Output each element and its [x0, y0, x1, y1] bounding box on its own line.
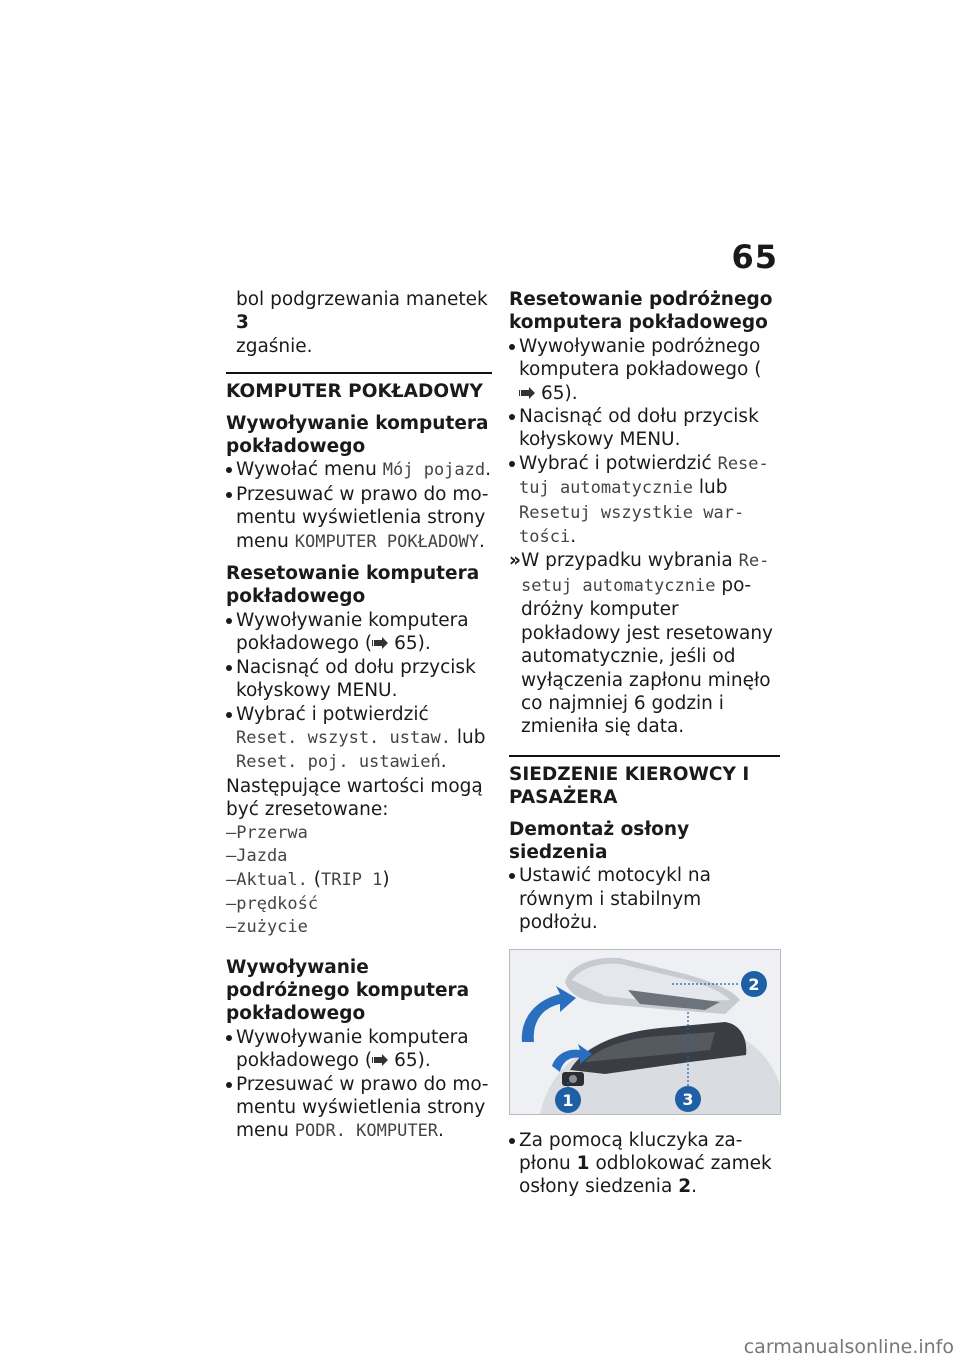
- list-item: Przesuwać w prawo do momentu wyświetlenia strony menu KOMPUTER POKŁADOWY.: [226, 483, 492, 554]
- result-text: W przypadku wybrania: [521, 550, 733, 572]
- page-reference-arrow-icon: [372, 636, 394, 650]
- reset-value-zuzycie: –zużycie: [226, 917, 308, 938]
- page-reference: 65).: [541, 382, 578, 404]
- menu-option: Resetuj automatycznie: [521, 551, 770, 596]
- reset-value-predkosc: –prędkość: [226, 893, 319, 914]
- page-reference: 65).: [394, 633, 431, 655]
- menu-option: Reset. wszyst. ustaw.: [236, 727, 451, 748]
- part-number: 2: [678, 1176, 692, 1198]
- list-item: [226, 1026, 492, 1073]
- list-item: [509, 405, 780, 452]
- subheading-demontaz: Demontaż osłony siedzenia: [509, 818, 690, 863]
- callout-1: 1: [562, 1090, 574, 1110]
- seat-cover-figure: [509, 949, 781, 1115]
- intro-paragraph: [226, 288, 492, 358]
- page-number: 65: [731, 238, 778, 276]
- value-text: –Aktual.: [226, 870, 308, 891]
- list-item: Przesuwać w prawo do momentu wyświetlenia strony menu PODR. KOMPUTER.: [226, 1073, 492, 1144]
- intro-line2: zgaśnie.: [236, 335, 313, 357]
- left-column: [226, 288, 492, 1144]
- list-item-text: Za pomocą kluczyka zapłonu: [519, 1129, 743, 1174]
- intro-bold-number: 3: [236, 312, 249, 334]
- section-title-siedzenie: SIEDZENIE KIEROWCY I PASAŻERA: [509, 755, 780, 810]
- list-item-text: Wywoływanie podróżnego komputera pokładowego: [519, 335, 761, 381]
- page-reference-arrow-icon: [372, 1053, 394, 1067]
- page-reference: 65).: [394, 1050, 431, 1072]
- list-item-text: Nacisnąć od dołu przycisk kołyskowy MENU.: [519, 406, 759, 451]
- list-item: Za pomocą kluczyka zapłonu 1 odblokować zamek osłony siedzenia 2.: [509, 1129, 780, 1199]
- result-item: [509, 549, 780, 738]
- list-item-text: Przesuwać w prawo do momentu wyświetlenia strony menu: [236, 1073, 489, 1142]
- list-item: [226, 656, 492, 703]
- conjunction: lub: [456, 726, 486, 748]
- list-item-text: Ustawić motocykl na równym i stabilnym podłożu.: [519, 865, 711, 934]
- values-intro: Następujące wartości mogą być zresetowane:: [226, 775, 483, 821]
- list-item-text: Wybrać i potwierdzić: [519, 452, 712, 474]
- page-reference-arrow-icon: [519, 386, 541, 400]
- list-item: Wywoływanie podróżnego komputera pokładowego (65).: [509, 335, 780, 405]
- watermark: carmanualsonline.info: [743, 1336, 954, 1358]
- menu-option: Resetuj wszystkie wartości: [519, 502, 745, 548]
- list-item-text: Nacisnąć od dołu przycisk kołyskowy MENU.: [236, 656, 476, 702]
- seat-cover-illustration: [510, 950, 780, 1114]
- section-title-komputer: KOMPUTER POKŁADOWY: [226, 372, 492, 403]
- list-item: Wybrać i potwierdzić Reset. wszyst. ustaw. lub Reset. poj. ustawień.: [226, 703, 492, 775]
- right-column: [509, 288, 780, 1199]
- menu-name: PODR. KOMPUTER: [294, 1121, 439, 1142]
- menu-option: Reset. poj. ustawień: [236, 752, 441, 773]
- reset-value-przerwa: –Przerwa: [226, 822, 308, 843]
- list-item: [226, 609, 492, 656]
- subheading-resetowanie: Resetowanie komputera pokładowego: [226, 563, 480, 608]
- reset-value-aktual: –Aktual. (TRIP 1): [226, 869, 390, 891]
- list-item-text: Wywołać menu: [236, 459, 377, 481]
- menu-option: Resetuj automatycznie: [519, 453, 769, 499]
- menu-name: Mój pojazd: [382, 460, 486, 481]
- list-item: Wybrać i potwierdzić Resetuj automatycznie lub Resetuj wszystkie wartości.: [509, 452, 780, 550]
- callout-3: 3: [682, 1089, 694, 1109]
- conjunction: lub: [698, 477, 728, 499]
- menu-name: KOMPUTER POKŁADOWY: [294, 531, 479, 552]
- result-text: podróżny komputer pokładowy jest resetowany automatycznie, jeśli od wyłączenia zapłonu minęło co najmniej 6 godzin i zmieniła się data.: [521, 574, 773, 738]
- subheading-podrozny: Wywoływanie podróżnego komputera pokładowego: [226, 956, 470, 1025]
- list-item-text: Przesuwać w prawo do momentu wyświetlenia strony menu: [236, 483, 489, 552]
- list-item: [509, 864, 780, 934]
- trip-label: TRIP 1: [321, 870, 383, 891]
- list-item-text: Wywoływanie komputera pokładowego (: [236, 609, 469, 655]
- subheading-reset-podrozny: Resetowanie podróżnego komputera pokładowego: [509, 289, 773, 334]
- list-item: Wywołać menu Mój pojazd.: [226, 458, 492, 482]
- list-item-text: odblokować zamek osłony siedzenia: [519, 1152, 772, 1198]
- reset-value-jazda: –Jazda: [226, 845, 288, 866]
- list-item-text: Wybrać i potwierdzić: [236, 703, 429, 725]
- intro-line1: bol podgrzewania manetek: [236, 289, 488, 310]
- callout-2: 2: [748, 974, 760, 994]
- subheading-wywolywanie: Wywoływanie komputera pokładowego: [226, 412, 489, 458]
- list-item-text: Wywoływanie komputera pokładowego (: [236, 1026, 469, 1072]
- part-number: 1: [576, 1152, 590, 1174]
